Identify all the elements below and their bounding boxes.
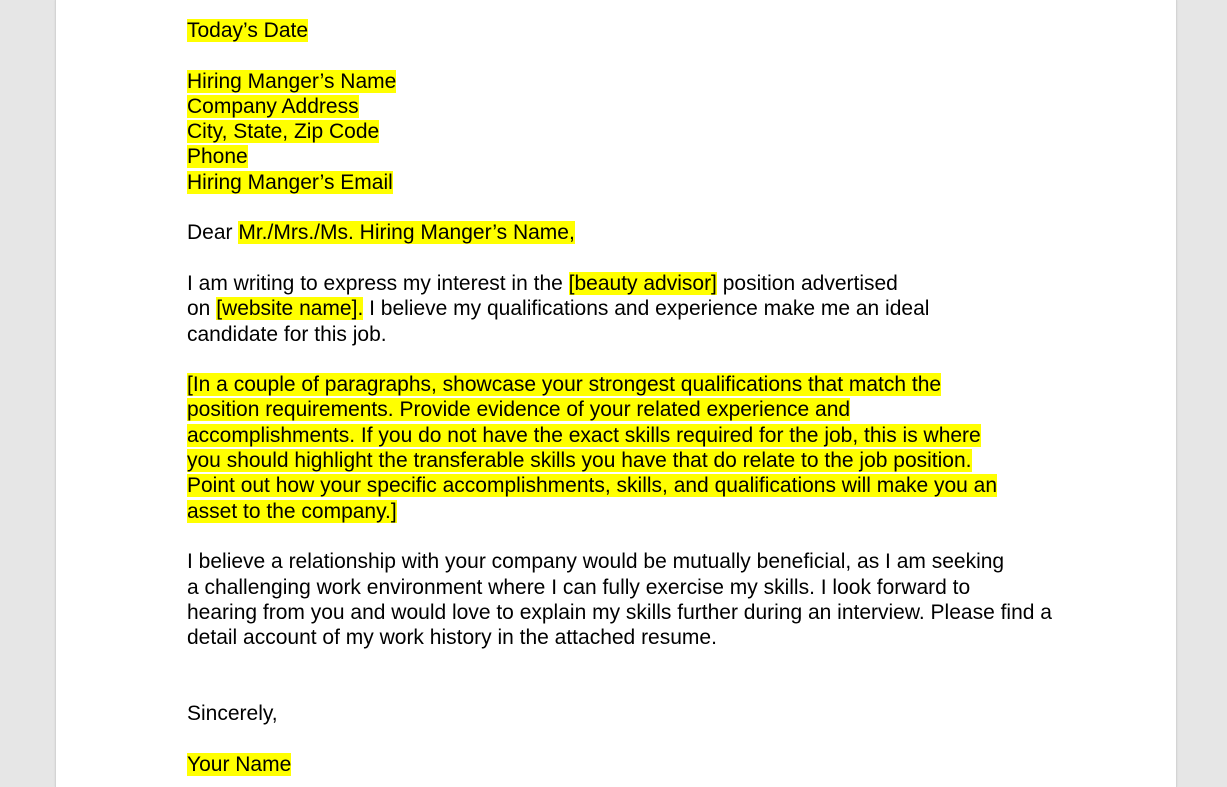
closing-text: hearing from you and would love to explain my skills further during an interview. Please find a [187,600,1052,624]
salutation-name: Mr./Mrs./Ms. Hiring Manger’s Name, [238,221,575,245]
date-field: Today’s Date [187,19,309,42]
spacer [187,347,1067,372]
spacer [187,43,1067,68]
intro-text: on [187,297,217,321]
placeholder-text: [In a couple of paragraphs, showcase your strongest qualifications that match the [187,373,942,397]
intro-text: I am writing to express my interest in the [187,271,569,295]
closing-paragraph-line [187,549,1067,574]
recipient-email-line [187,170,1067,195]
spacer [187,524,1067,549]
spacer [187,650,1067,701]
placeholder-paragraph-line [187,423,1067,448]
position-placeholder: [beauty advisor] [568,271,717,295]
spacer [187,246,1067,271]
recipient-address: Company Address [187,94,359,118]
closing-paragraph-line [187,625,1067,650]
intro-line-2 [187,296,1067,321]
placeholder-paragraph-line [187,499,1067,524]
placeholder-text: position requirements. Provide evidence of your related experience and [187,398,851,422]
placeholder-paragraph-line [187,473,1067,498]
signoff-line [187,701,1067,726]
website-placeholder: [website name]. [216,297,364,321]
signoff: Sincerely, [187,702,278,726]
closing-paragraph-line [187,600,1067,625]
closing-text: I believe a relationship with your company would be mutually beneficial, as I am seeking [187,550,1005,574]
recipient-city-state-zip: City, State, Zip Code [187,120,380,144]
recipient-address-line [187,94,1067,119]
placeholder-paragraph-line [187,372,1067,397]
salutation-prefix: Dear [187,221,239,245]
date-line [187,18,1067,43]
intro-line-1 [187,271,1067,296]
recipient-name-line [187,69,1067,94]
signature-name: Your Name [187,752,292,776]
recipient-name: Hiring Manger’s Name [187,69,397,93]
placeholder-text: Point out how your specific accomplishments, skills, and qualifications will make you an [187,474,998,498]
salutation-line [187,220,1067,245]
spacer [187,726,1067,751]
placeholder-text: accomplishments. If you do not have the exact skills required for the job, this is where [187,423,981,447]
placeholder-paragraph-line [187,397,1067,422]
closing-text: a challenging work environment where I can fully exercise my skills. I look forward to [187,575,971,599]
intro-line-3 [187,322,1067,347]
intro-text: candidate for this job. [187,322,387,346]
recipient-phone: Phone [187,145,248,169]
spacer [187,195,1067,220]
letter-body [187,18,1067,777]
recipient-city-line [187,119,1067,144]
recipient-phone-line [187,144,1067,169]
closing-text: detail account of my work history in the attached resume. [187,626,717,650]
placeholder-text: you should highlight the transferable skills you have that do relate to the job position. [187,449,972,473]
recipient-email: Hiring Manger’s Email [187,170,393,194]
document-page [55,0,1177,787]
closing-paragraph-line [187,575,1067,600]
intro-text: position advertised [716,271,898,295]
placeholder-paragraph-line [187,448,1067,473]
placeholder-text: asset to the company.] [187,499,397,523]
signature-line [187,752,1067,777]
intro-text: I believe my qualifications and experience make me an ideal [363,297,930,321]
